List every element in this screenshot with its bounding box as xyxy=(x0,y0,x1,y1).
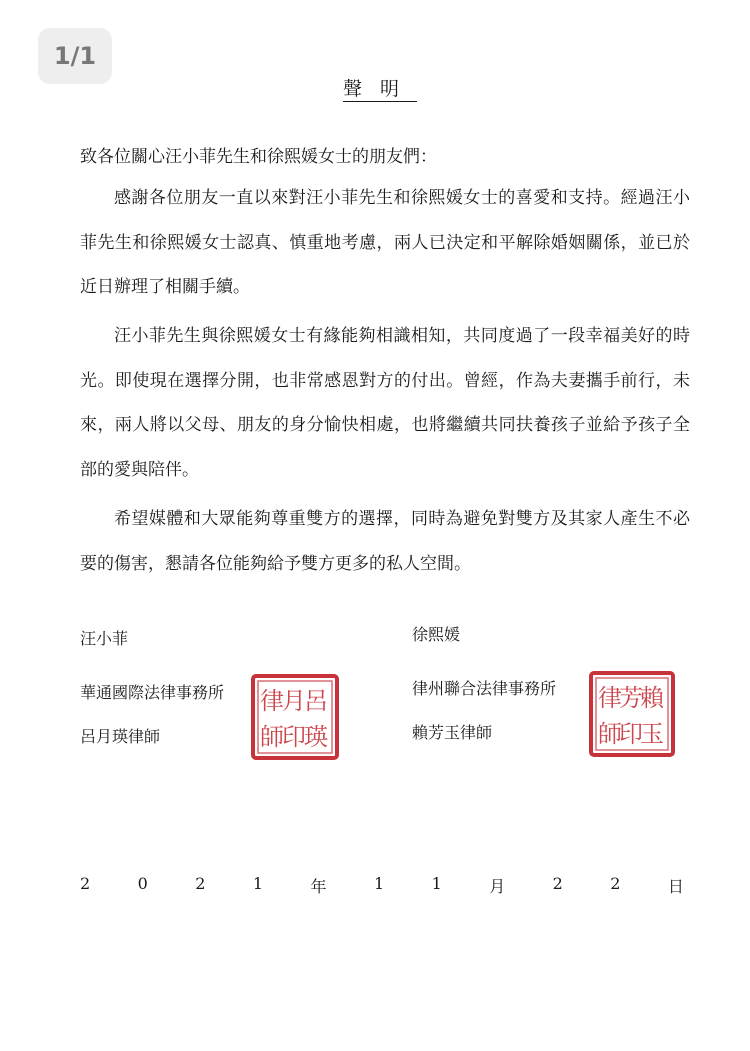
paragraph-1: 感謝各位朋友一直以來對汪小菲先生和徐熙媛女士的喜愛和支持。經過汪小菲先生和徐熙媛女士認真、慎重地考慮，兩人已決定和平解除婚姻關係，並已於近日辦理了相關手續。 xyxy=(80,188,690,297)
seal-char: 律 xyxy=(598,684,622,712)
lawyer-seal-right xyxy=(588,670,676,758)
date-char: 1 xyxy=(252,874,264,893)
document-title: 聲明 xyxy=(342,78,417,100)
seal-char: 印 xyxy=(282,723,306,751)
seal-char: 印 xyxy=(619,720,643,748)
seal-char: 月 xyxy=(282,687,306,715)
law-firm-name: 律州聯合法律事務所 xyxy=(412,679,557,698)
signatory-name: 徐熙媛 xyxy=(412,625,461,644)
date-char: 1 xyxy=(431,874,442,893)
signatory-name: 汪小菲 xyxy=(80,629,129,648)
lawyer-seal-left xyxy=(250,673,340,761)
date-char: 2 xyxy=(80,874,91,893)
lawyer-name: 呂月瑛律師 xyxy=(80,727,161,746)
law-firm-name: 華通國際法律事務所 xyxy=(80,683,225,702)
seal-char: 賴 xyxy=(640,684,664,712)
paragraph-2: 汪小菲先生與徐熙媛女士有緣能夠相識相知，共同度過了一段幸福美好的時光。即使現在選擇分開，也非常感恩對方的付出。曾經，作為夫妻攜手前行，未來，兩人將以父母、朋友的身分愉快相處，也將繼續共同扶養孩子並給予孩子全部的愛與陪伴。 xyxy=(80,326,690,480)
date-char: 年 xyxy=(310,877,327,896)
date-char: 1 xyxy=(373,874,385,893)
seal-char: 師 xyxy=(260,723,284,751)
date-char: 2 xyxy=(552,874,563,893)
page-indicator-badge: 1/1 xyxy=(38,28,112,84)
date-char: 0 xyxy=(137,874,148,893)
lawyer-name: 賴芳玉律師 xyxy=(412,723,493,742)
salutation: 致各位關心汪小菲先生和徐熙媛女士的朋友們： xyxy=(80,147,437,167)
date-char: 2 xyxy=(195,874,206,893)
seal-char: 芳 xyxy=(619,684,643,712)
date-char: 日 xyxy=(667,877,684,896)
document-date xyxy=(80,874,684,897)
seal-char: 玉 xyxy=(640,720,664,748)
seal-char: 瑛 xyxy=(304,723,328,751)
seal-char: 師 xyxy=(598,720,622,748)
seal-char: 呂 xyxy=(304,687,328,715)
date-char: 月 xyxy=(489,877,506,896)
seal-char: 律 xyxy=(260,687,284,715)
date-char: 2 xyxy=(610,874,621,893)
paragraph-3: 希望媒體和大眾能夠尊重雙方的選擇，同時為避免對雙方及其家人產生不必要的傷害，懇請各位能夠給予雙方更多的私人空間。 xyxy=(80,509,690,574)
